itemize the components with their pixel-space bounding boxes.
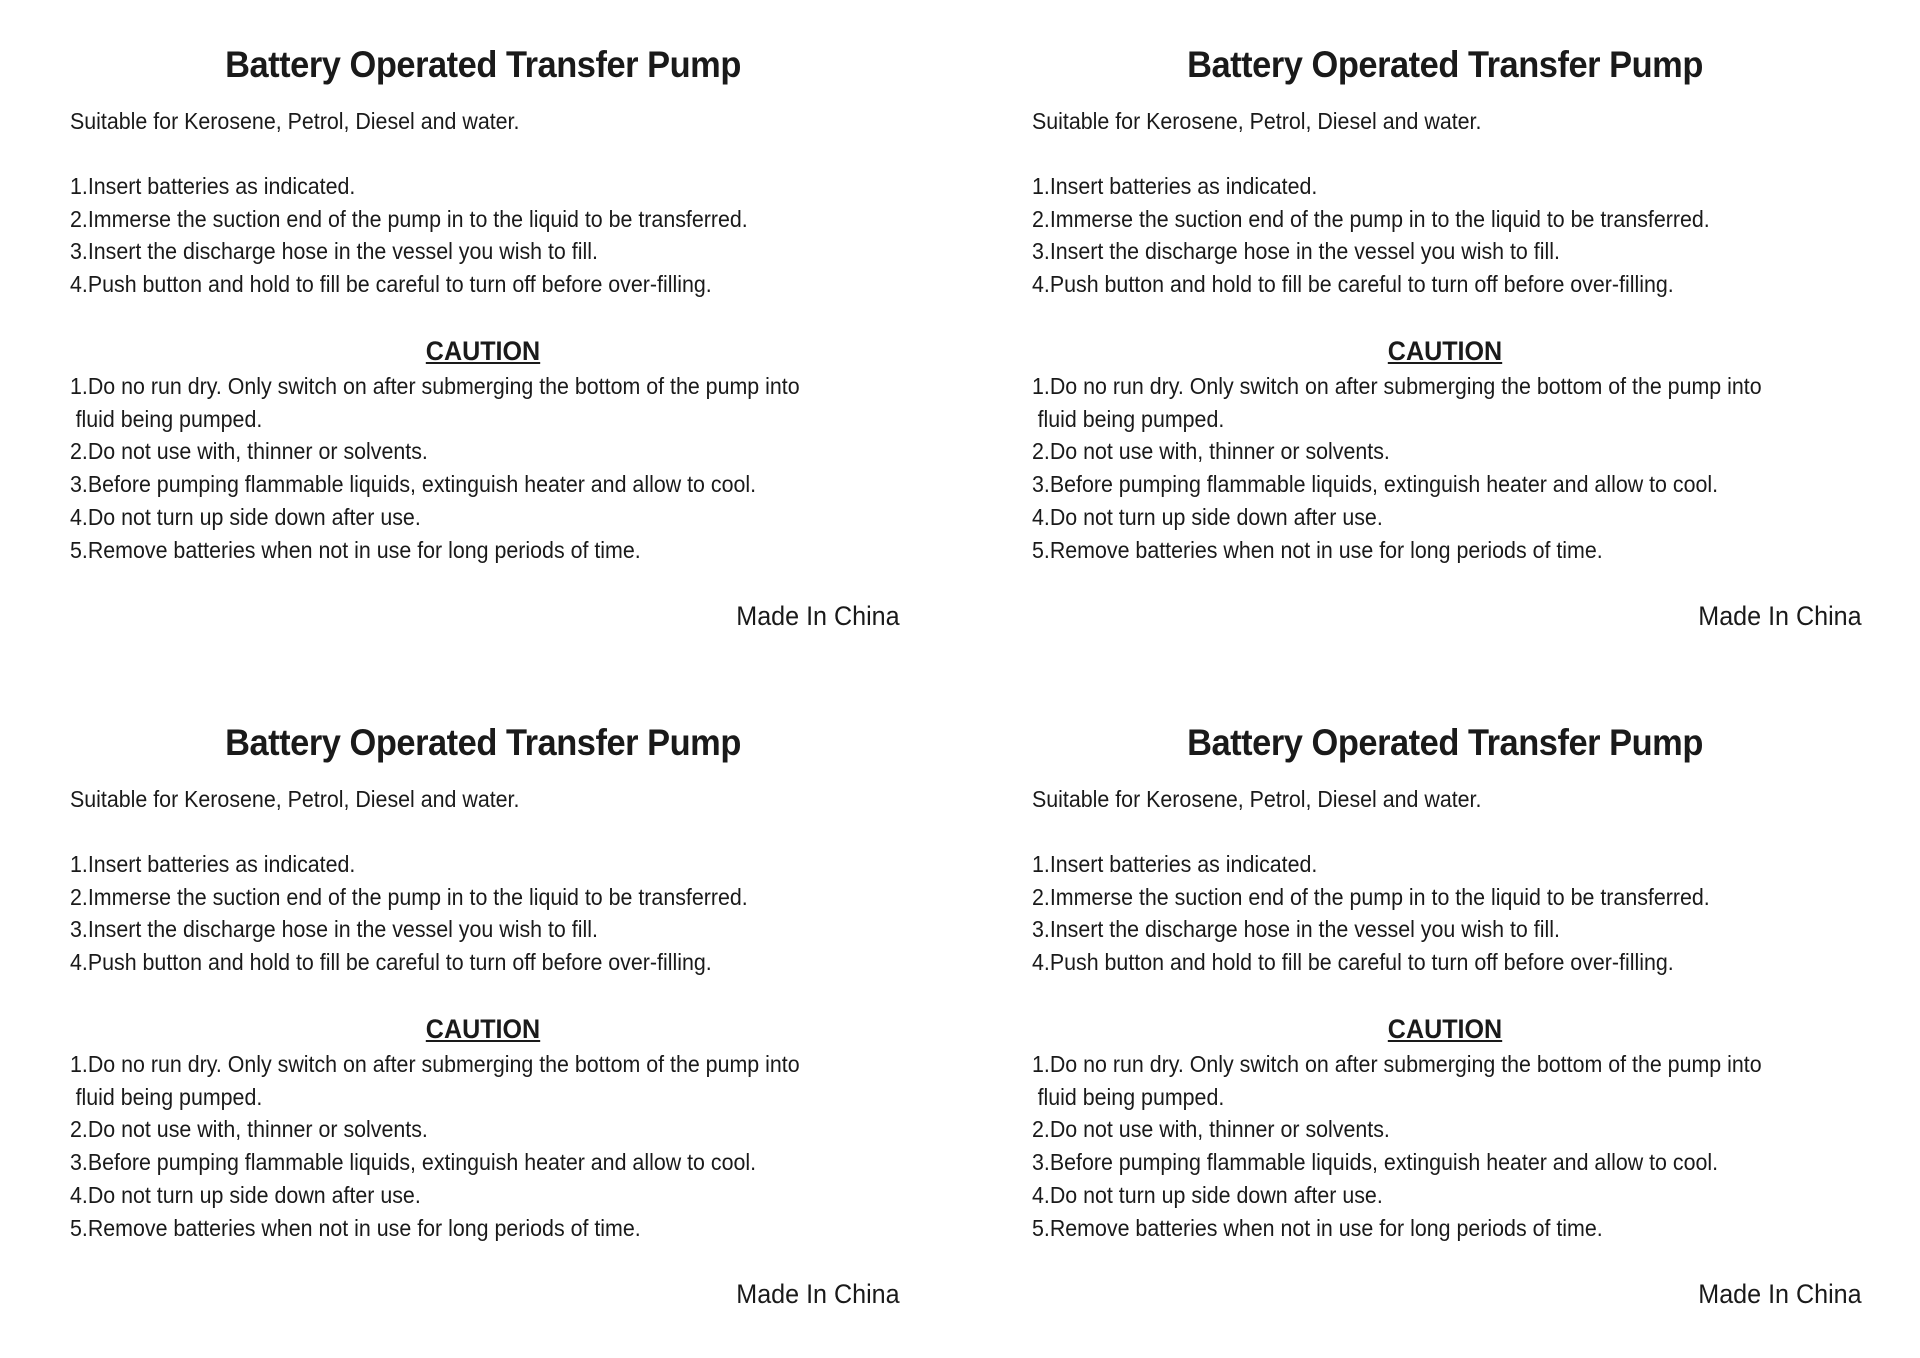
- instruction-item: 1.Insert batteries as indicated.: [1032, 173, 1318, 199]
- suitable-text: Suitable for Kerosene, Petrol, Diesel and water.: [1032, 108, 1482, 134]
- caution-heading: CAUTION: [1387, 336, 1503, 366]
- instruction-list: [70, 848, 799, 979]
- instruction-item: 2.Immerse the suction end of the pump in to the liquid to be transferred.: [70, 883, 748, 910]
- caution-item: 5.Remove batteries when not in use for long periods of time.: [70, 536, 641, 563]
- instruction-item: 3.Insert the discharge hose in the vessel you wish to fill.: [70, 916, 598, 943]
- caution-item: 4.Do not turn up side down after use.: [1032, 1181, 1383, 1208]
- label-title: Battery Operated Transfer Pump: [225, 722, 741, 763]
- label-title: Battery Operated Transfer Pump: [225, 44, 741, 85]
- caution-item: 3.Before pumping flammable liquids, extinguish heater and allow to cool.: [1032, 471, 1719, 498]
- instruction-item: 3.Insert the discharge hose in the vessel you wish to fill.: [1032, 238, 1560, 265]
- caution-item: 5.Remove batteries when not in use for long periods of time.: [1032, 536, 1603, 563]
- pump-label-top-right: [1030, 40, 1860, 680]
- caution-item: 3.Before pumping flammable liquids, extinguish heater and allow to cool.: [1032, 1149, 1719, 1176]
- instruction-item: 1.Insert batteries as indicated.: [70, 173, 356, 199]
- caution-heading: CAUTION: [425, 336, 541, 366]
- pump-label-bottom-left: [68, 718, 898, 1358]
- caution-item: 1.Do no run dry. Only switch on after submerging the bottom of the pump into: [1032, 1051, 1762, 1077]
- made-in-text: Made In China: [1698, 1279, 1862, 1309]
- instruction-item: 2.Immerse the suction end of the pump in to the liquid to be transferred.: [1032, 205, 1710, 232]
- instruction-item: 1.Insert batteries as indicated.: [1032, 851, 1318, 877]
- caution-item: 1.Do no run dry. Only switch on after submerging the bottom of the pump into: [1032, 373, 1762, 399]
- made-in-text: Made In China: [736, 601, 900, 631]
- caution-heading: CAUTION: [425, 1014, 541, 1044]
- caution-item: 3.Before pumping flammable liquids, extinguish heater and allow to cool.: [70, 1149, 757, 1176]
- caution-item: 2.Do not use with, thinner or solvents.: [70, 438, 428, 465]
- caution-list: [70, 370, 855, 566]
- instruction-item: 2.Immerse the suction end of the pump in to the liquid to be transferred.: [1032, 883, 1710, 910]
- label-title: Battery Operated Transfer Pump: [1187, 44, 1703, 85]
- caution-list: [1032, 370, 1817, 566]
- made-in-text: Made In China: [1698, 601, 1862, 631]
- instruction-list: [70, 170, 799, 301]
- suitable-text: Suitable for Kerosene, Petrol, Diesel and water.: [70, 108, 520, 134]
- suitable-text: Suitable for Kerosene, Petrol, Diesel and water.: [1032, 786, 1482, 812]
- caution-item: 4.Do not turn up side down after use.: [70, 1181, 421, 1208]
- caution-item: 4.Do not turn up side down after use.: [70, 503, 421, 530]
- caution-item: 2.Do not use with, thinner or solvents.: [70, 1116, 428, 1143]
- caution-heading: CAUTION: [1387, 1014, 1503, 1044]
- caution-item: 2.Do not use with, thinner or solvents.: [1032, 1116, 1390, 1143]
- made-in-text: Made In China: [736, 1279, 900, 1309]
- caution-list: [70, 1048, 855, 1244]
- caution-item: 2.Do not use with, thinner or solvents.: [1032, 438, 1390, 465]
- caution-item: 5.Remove batteries when not in use for long periods of time.: [1032, 1214, 1603, 1241]
- caution-item-continuation: fluid being pumped.: [1037, 405, 1225, 432]
- caution-item: 4.Do not turn up side down after use.: [1032, 503, 1383, 530]
- instruction-list: [1032, 848, 1761, 979]
- pump-label-top-left: [68, 40, 898, 680]
- instruction-item: 4.Push button and hold to fill be careful to turn off before over-filling.: [1032, 949, 1674, 976]
- instruction-item: 3.Insert the discharge hose in the vessel you wish to fill.: [1032, 916, 1560, 943]
- label-title: Battery Operated Transfer Pump: [1187, 722, 1703, 763]
- pump-label-bottom-right: [1030, 718, 1860, 1358]
- caution-list: [1032, 1048, 1817, 1244]
- instruction-item: 4.Push button and hold to fill be careful to turn off before over-filling.: [70, 271, 712, 298]
- instruction-item: 2.Immerse the suction end of the pump in to the liquid to be transferred.: [70, 205, 748, 232]
- instruction-item: 4.Push button and hold to fill be careful to turn off before over-filling.: [70, 949, 712, 976]
- instruction-item: 1.Insert batteries as indicated.: [70, 851, 356, 877]
- caution-item-continuation: fluid being pumped.: [1037, 1083, 1225, 1110]
- instruction-item: 4.Push button and hold to fill be careful to turn off before over-filling.: [1032, 271, 1674, 298]
- caution-item: 1.Do no run dry. Only switch on after submerging the bottom of the pump into: [70, 373, 800, 399]
- instruction-list: [1032, 170, 1761, 301]
- caution-item: 1.Do no run dry. Only switch on after submerging the bottom of the pump into: [70, 1051, 800, 1077]
- caution-item: 5.Remove batteries when not in use for long periods of time.: [70, 1214, 641, 1241]
- suitable-text: Suitable for Kerosene, Petrol, Diesel and water.: [70, 786, 520, 812]
- caution-item: 3.Before pumping flammable liquids, extinguish heater and allow to cool.: [70, 471, 757, 498]
- caution-item-continuation: fluid being pumped.: [75, 1083, 263, 1110]
- caution-item-continuation: fluid being pumped.: [75, 405, 263, 432]
- instruction-item: 3.Insert the discharge hose in the vessel you wish to fill.: [70, 238, 598, 265]
